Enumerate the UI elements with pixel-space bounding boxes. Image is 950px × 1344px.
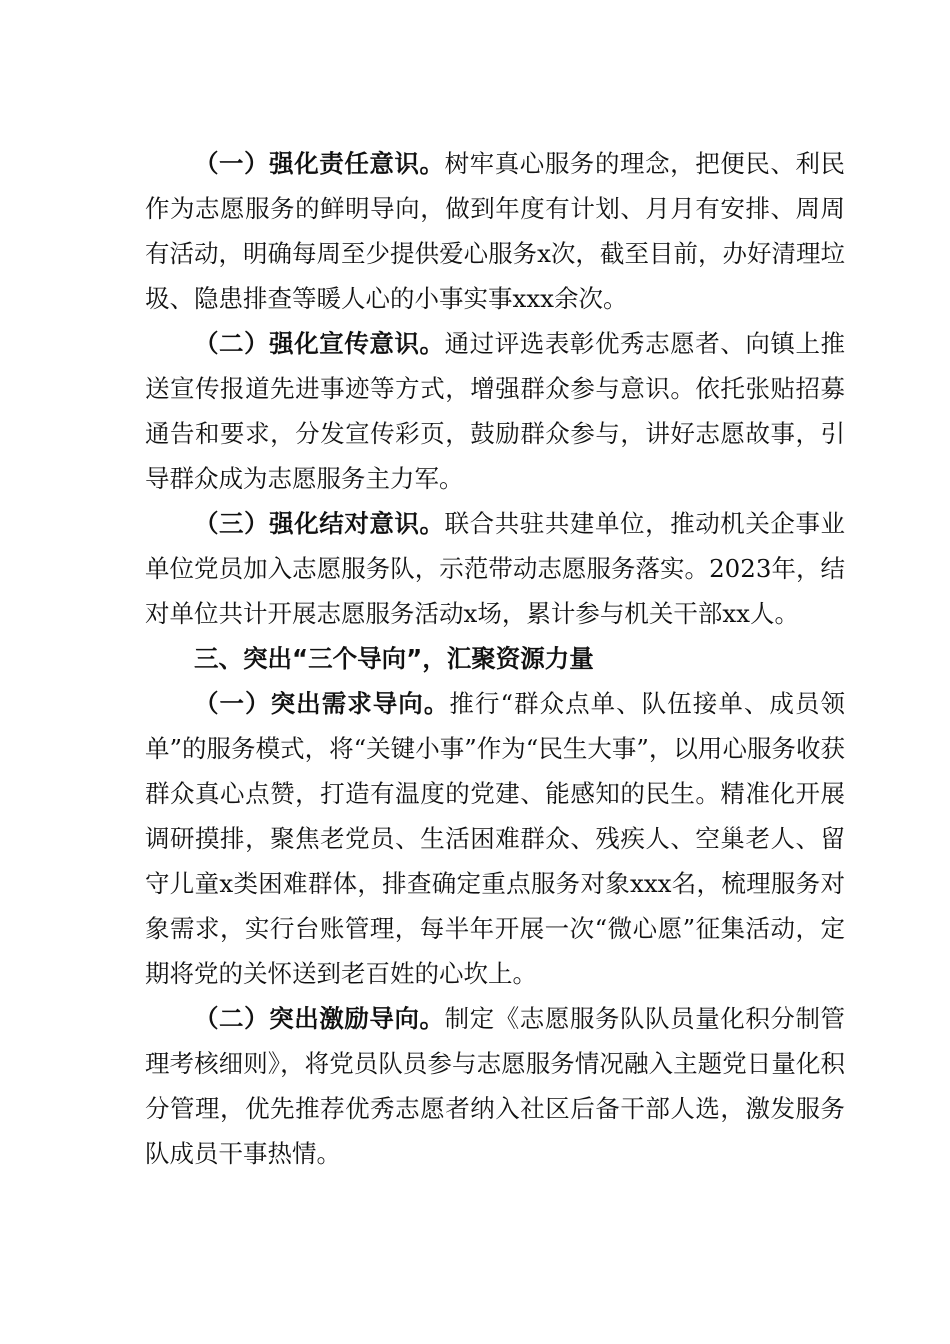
paragraph-incentive (145, 996, 845, 1176)
paragraph-pairing (145, 501, 845, 636)
paragraph-heading: （二）突出激励导向。 (194, 1004, 445, 1033)
paragraph-text: 推行“群众点单、队伍接单、成员领单”的服务模式，将“关键小事”作为“民生大事”，以用心服务收获群众真心点赞，打造有温度的党建、能感知的民生。精准化开展调研摸排，聚焦老党员、生活困难群众、残疾人、空巢老人、留守儿童x类困难群体，排查确定重点服务对象xxx名，梳理服务对象需求，实行台账管理，每半年开展一次“微心愿”征集活动，定期将党的关怀送到老百姓的心坎上。 (145, 689, 845, 988)
paragraph-text: 通过评选表彰优秀志愿者、向镇上推送宣传报道先进事迹等方式，增强群众参与意识。依托张贴招募通告和要求，分发宣传彩页，鼓励群众参与，讲好志愿故事，引导群众成为志愿服务主力军。 (145, 329, 846, 493)
paragraph-publicity (145, 321, 845, 501)
paragraph-text: 树牢真心服务的理念，把便民、利民作为志愿服务的鲜明导向，做到年度有计划、月月有安排、周周有活动，明确每周至少提供爱心服务x次，截至目前，办好清理垃圾、隐患排查等暖人心的小事实事xxx余次。 (145, 149, 846, 313)
paragraph-heading: （二）强化宣传意识。 (194, 329, 445, 358)
paragraph-heading: （一）突出需求导向。 (194, 689, 450, 718)
paragraph-text: 制定《志愿服务队队员量化积分制管理考核细则》，将党员队员参与志愿服务情况融入主题党日量化积分管理，优先推荐优秀志愿者纳入社区后备干部人选，激发服务队成员干事热情。 (145, 1004, 846, 1168)
document-body (145, 141, 845, 1176)
paragraph-text: 联合共驻共建单位，推动机关企事业单位党员加入志愿服务队，示范带动志愿服务落实。2023年，结对单位共计开展志愿服务活动x场，累计参与机关干部xx人。 (145, 509, 846, 628)
paragraph-heading: （三）强化结对意识。 (194, 509, 445, 538)
paragraph-heading: （一）强化责任意识。 (194, 149, 445, 178)
section-title: 三、突出“三个导向”，汇聚资源力量 (194, 644, 594, 673)
paragraph-demand (145, 681, 845, 996)
paragraph-responsibility (145, 141, 845, 321)
